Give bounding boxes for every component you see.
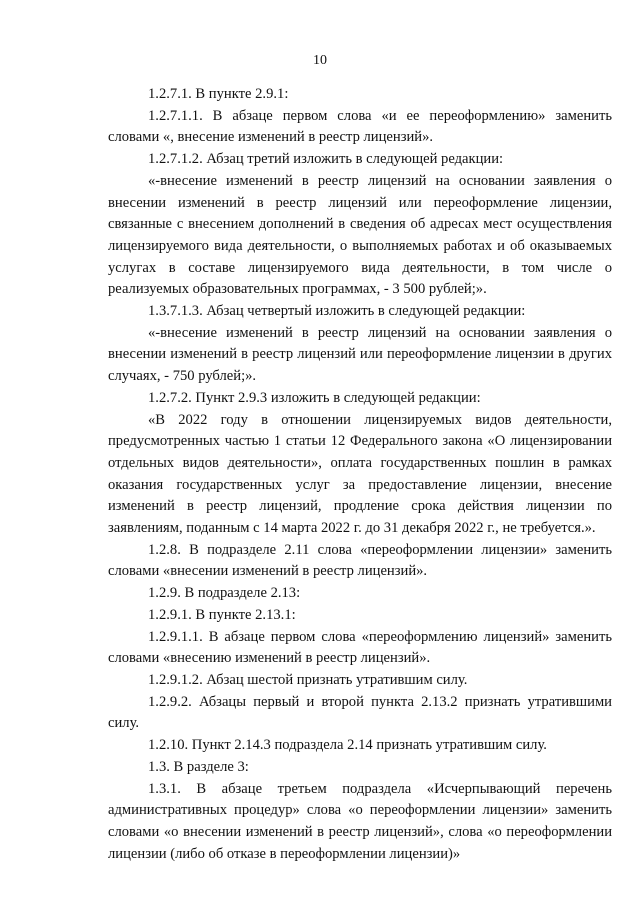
paragraph-1-3-1: 1.3.1. В абзаце третьем подраздела «Исчерпывающий перечень административных процедур» слова «о переоформлении лицензии» заменить словами «о внесении изменений в реестр лицензий», слова «о переоформлении лицензии (либо об отказе в переоформлении лицензии)»	[108, 780, 612, 862]
paragraph-1-3-7-1-3: 1.3.7.1.3. Абзац четвертый изложить в следующей редакции:	[148, 303, 526, 320]
paragraph-1-2-10: 1.2.10. Пункт 2.14.3 подраздела 2.14 признать утратившим силу.	[148, 737, 547, 754]
paragraph-1-2-9-2: 1.2.9.2. Абзацы первый и второй пункта 2.13.2 признать утратившими силу.	[108, 693, 612, 732]
document-body	[108, 84, 612, 865]
paragraph-1-2-7-1: 1.2.7.1. В пункте 2.9.1:	[148, 86, 289, 102]
quoted-text-2022-exemption: «В 2022 году в отношении лицензируемых видов деятельности, предусмотренных частью 1 статьи 12 Федерального закона «О лицензировании отдельных видов деятельности», оплата государственных пошлин в рамках оказания государственных услуг за предоставление лицензии, внесение изменений в реестр лицензий, продление срока действия лицензии по заявлениям, поданным с 14 марта 2022 г. до 31 декабря 2022 г., не требуется.».	[108, 411, 612, 537]
paragraph-1-2-9-1: 1.2.9.1. В пункте 2.13.1:	[148, 606, 296, 623]
quoted-text-fee-3500: «-внесение изменений в реестр лицензий на основании заявления о внесении изменений в реестр лицензий или переоформление лицензии, связанные с внесением дополнений в сведения об адресах мест осуществления лицензируемого вида деятельности, о выполняемых работах и об оказываемых услугах в составе лицензируемого вида деятельности, в том числе о реализуемых образовательных программах, - 3 500 рублей;».	[108, 172, 612, 298]
paragraph-1-2-9-1-2: 1.2.9.1.2. Абзац шестой признать утратившим силу.	[148, 671, 468, 688]
paragraph-1-2-7-1-1: 1.2.7.1.1. В абзаце первом слова «и ее переоформлению» заменить словами «, внесение изменений в реестр лицензий».	[108, 107, 612, 146]
paragraph-1-2-7-2: 1.2.7.2. Пункт 2.9.3 изложить в следующей редакции:	[148, 389, 481, 406]
paragraph-1-2-9-1-1: 1.2.9.1.1. В абзаце первом слова «переоформлению лицензий» заменить словами «внесению изменений в реестр лицензий».	[108, 628, 612, 667]
page-number: 10	[313, 53, 327, 68]
paragraph-1-3: 1.3. В разделе 3:	[148, 758, 249, 775]
paragraph-1-2-8: 1.2.8. В подразделе 2.11 слова «переоформлении лицензии» заменить словами «внесении изменений в реестр лицензий».	[108, 541, 612, 580]
paragraph-1-2-7-1-2: 1.2.7.1.2. Абзац третий изложить в следующей редакции:	[148, 151, 504, 168]
quoted-text-fee-750: «-внесение изменений в реестр лицензий на основании заявления о внесении изменений в реестр лицензий или переоформление лицензии в других случаях, - 750 рублей;».	[108, 324, 612, 385]
paragraph-1-2-9: 1.2.9. В подразделе 2.13:	[148, 585, 301, 602]
